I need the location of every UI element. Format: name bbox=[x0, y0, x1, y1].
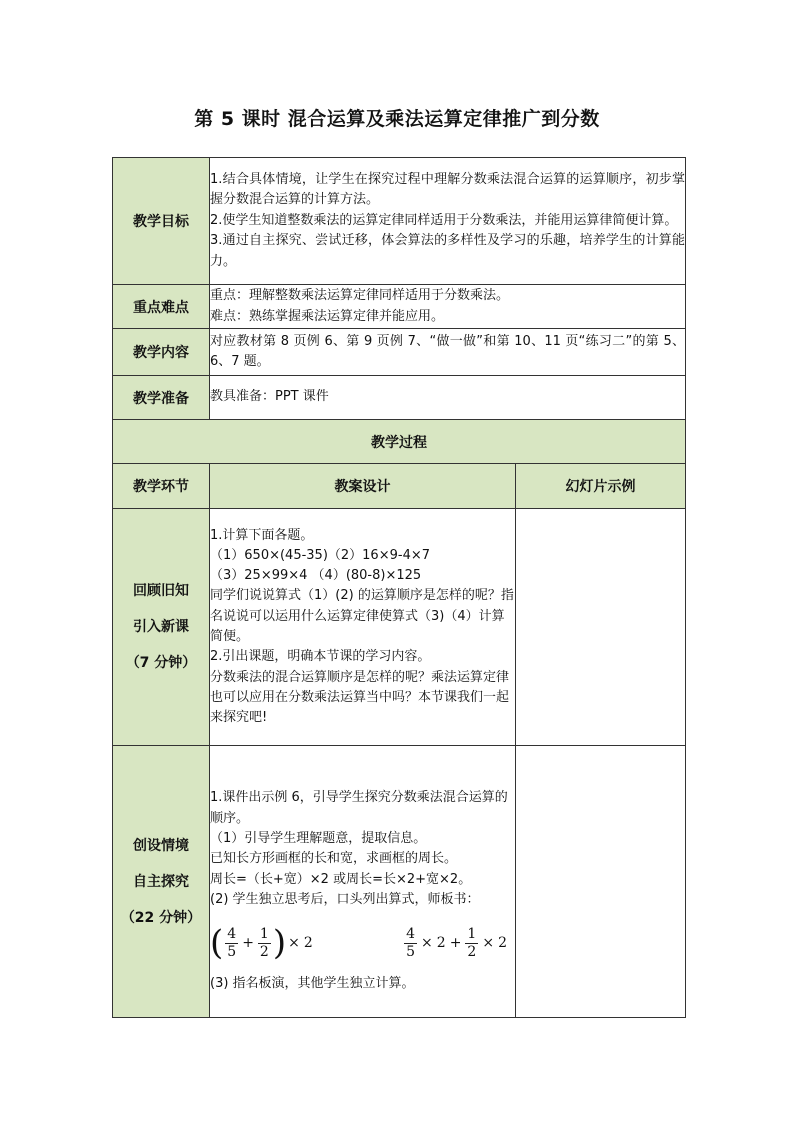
stage-1-slides bbox=[516, 509, 686, 746]
fraction-numerator: 1 bbox=[259, 925, 269, 942]
page-title: 第 5 课时 混合运算及乘法运算定律推广到分数 bbox=[194, 108, 600, 130]
formula-row bbox=[210, 918, 515, 968]
fraction-numerator: 4 bbox=[406, 925, 416, 942]
stage-2-name-line-1: 创设情境 bbox=[133, 837, 189, 854]
col-header-slides: 幻灯片示例 bbox=[516, 464, 686, 509]
formula-2-multiplier-2: 2 bbox=[498, 935, 507, 952]
stage-2-name-line-2: 自主探究 bbox=[133, 873, 189, 890]
stage-2-slides bbox=[516, 746, 686, 1018]
lesson-plan-table bbox=[112, 157, 686, 1018]
keypoints-content bbox=[210, 285, 686, 329]
formula-1-fraction-a bbox=[225, 926, 238, 961]
formula-1-left-paren: ( bbox=[210, 923, 224, 964]
col-header-design: 教案设计 bbox=[210, 464, 516, 509]
stage-1-time: （7 分钟） bbox=[125, 655, 197, 671]
formula-1-right-paren: ) bbox=[272, 923, 287, 964]
row-goals bbox=[113, 158, 686, 285]
stage-2-line-5: (2) 学生独立思考后，口头列出算式，师板书： bbox=[210, 891, 480, 907]
formula-parenthesized bbox=[210, 923, 315, 963]
stage-2-design bbox=[210, 746, 516, 1018]
stage-1-line-2: （1）650×(45-35)（2）16×9-4×7 bbox=[210, 547, 430, 563]
formula-2-multiplier-1: 2 bbox=[436, 935, 446, 952]
row-column-headers bbox=[113, 464, 686, 509]
process-header: 教学过程 bbox=[113, 420, 686, 464]
stage-1-line-3: （3）25×99×4 （4）(80-8)×125 bbox=[210, 568, 422, 584]
goals-line-2: 2.使学生知道整数乘法的运算定律同样适用于分数乘法，并能用运算律简便计算。 bbox=[210, 212, 678, 228]
formula-2-times-1: × bbox=[421, 935, 433, 952]
keypoints-line-1: 重点：理解整数乘法运算定律同样适用于分数乘法。 bbox=[210, 288, 510, 303]
goals-line-1: 1.结合具体情境，让学生在探究过程中理解分数乘法混合运算的运算顺序，初步掌握分数混合运算的计算方法。 bbox=[210, 171, 685, 208]
stage-2-line-1: 1.课件出示例 6，引导学生探究分数乘法混合运算的顺序。 bbox=[210, 790, 508, 826]
stage-2-line-3: 已知长方形画框的长和宽，求画框的周长。 bbox=[210, 851, 458, 867]
formula-2-fraction-b bbox=[465, 926, 478, 961]
formula-2-plus: + bbox=[449, 935, 462, 952]
row-process-header bbox=[113, 420, 686, 464]
fraction-denominator: 2 bbox=[259, 943, 269, 960]
row-stage-1 bbox=[113, 509, 686, 746]
fraction-numerator: 1 bbox=[467, 925, 477, 942]
stage-2-line-4: 周长=（长+宽）×2 或周长=长×2+宽×2。 bbox=[210, 871, 472, 887]
goals-label: 教学目标 bbox=[113, 158, 210, 285]
fraction-denominator: 2 bbox=[467, 943, 477, 960]
stage-2-line-2: （1）引导学生理解题意，提取信息。 bbox=[210, 831, 427, 847]
goals-content bbox=[210, 158, 686, 285]
stage-1-name-line-1: 回顾旧知 bbox=[133, 583, 189, 599]
col-header-stage: 教学环节 bbox=[113, 464, 210, 509]
fraction-denominator: 5 bbox=[406, 943, 416, 960]
row-stage-2 bbox=[113, 746, 686, 1018]
goals-line-3: 3.通过自主探究、尝试迁移，体会算法的多样性及学习的乐趣，培养学生的计算能力。 bbox=[210, 233, 685, 269]
formula-distributed bbox=[402, 926, 509, 961]
stage-1-line-1: 1.计算下面各题。 bbox=[210, 527, 314, 543]
fraction-denominator: 5 bbox=[227, 943, 237, 960]
stage-2-time: （22 分钟） bbox=[120, 909, 202, 926]
stage-1-line-6: 分数乘法的混合运算顺序是怎样的呢？乘法运算定律也可以应用在分数乘法运算当中吗？本节课我们一起来探究吧! bbox=[210, 669, 510, 726]
content-label: 教学内容 bbox=[113, 329, 210, 376]
stage-1-name-line-2: 引入新课 bbox=[133, 619, 189, 635]
stage-1-line-5: 2.引出课题，明确本节课的学习内容。 bbox=[210, 649, 431, 665]
prep-text: 教具准备：PPT 课件 bbox=[210, 376, 686, 420]
content-text: 对应教材第 8 页例 6、第 9 页例 7、“做一做”和第 10、11 页“练习二”的第 5、6、7 题。 bbox=[210, 329, 686, 376]
stage-1-line-4: 同学们说说算式（1）(2) 的运算顺序是怎样的呢？指名说说可以运用什么运算定律使算式（3)（4）计算简便。 bbox=[210, 588, 514, 644]
formula-2-times-2: × bbox=[482, 935, 495, 952]
formula-1-times: × bbox=[288, 935, 300, 952]
formula-1-fraction-b bbox=[258, 926, 271, 961]
keypoints-label: 重点难点 bbox=[113, 285, 210, 329]
keypoints-line-2: 难点：熟练掌握乘法运算定律并能应用。 bbox=[210, 308, 445, 324]
fraction-numerator: 4 bbox=[227, 925, 237, 942]
formula-1-multiplier: 2 bbox=[303, 935, 313, 952]
formula-1-plus: + bbox=[242, 935, 254, 952]
stage-1-design bbox=[210, 509, 516, 746]
row-content bbox=[113, 329, 686, 376]
row-keypoints bbox=[113, 285, 686, 329]
stage-2-name bbox=[113, 746, 210, 1018]
stage-2-line-after-1: (3) 指名板演，其他学生独立计算。 bbox=[210, 976, 415, 992]
row-prep bbox=[113, 376, 686, 420]
prep-label: 教学准备 bbox=[113, 376, 210, 420]
formula-2-fraction-a bbox=[404, 926, 417, 961]
stage-1-name bbox=[113, 509, 210, 746]
